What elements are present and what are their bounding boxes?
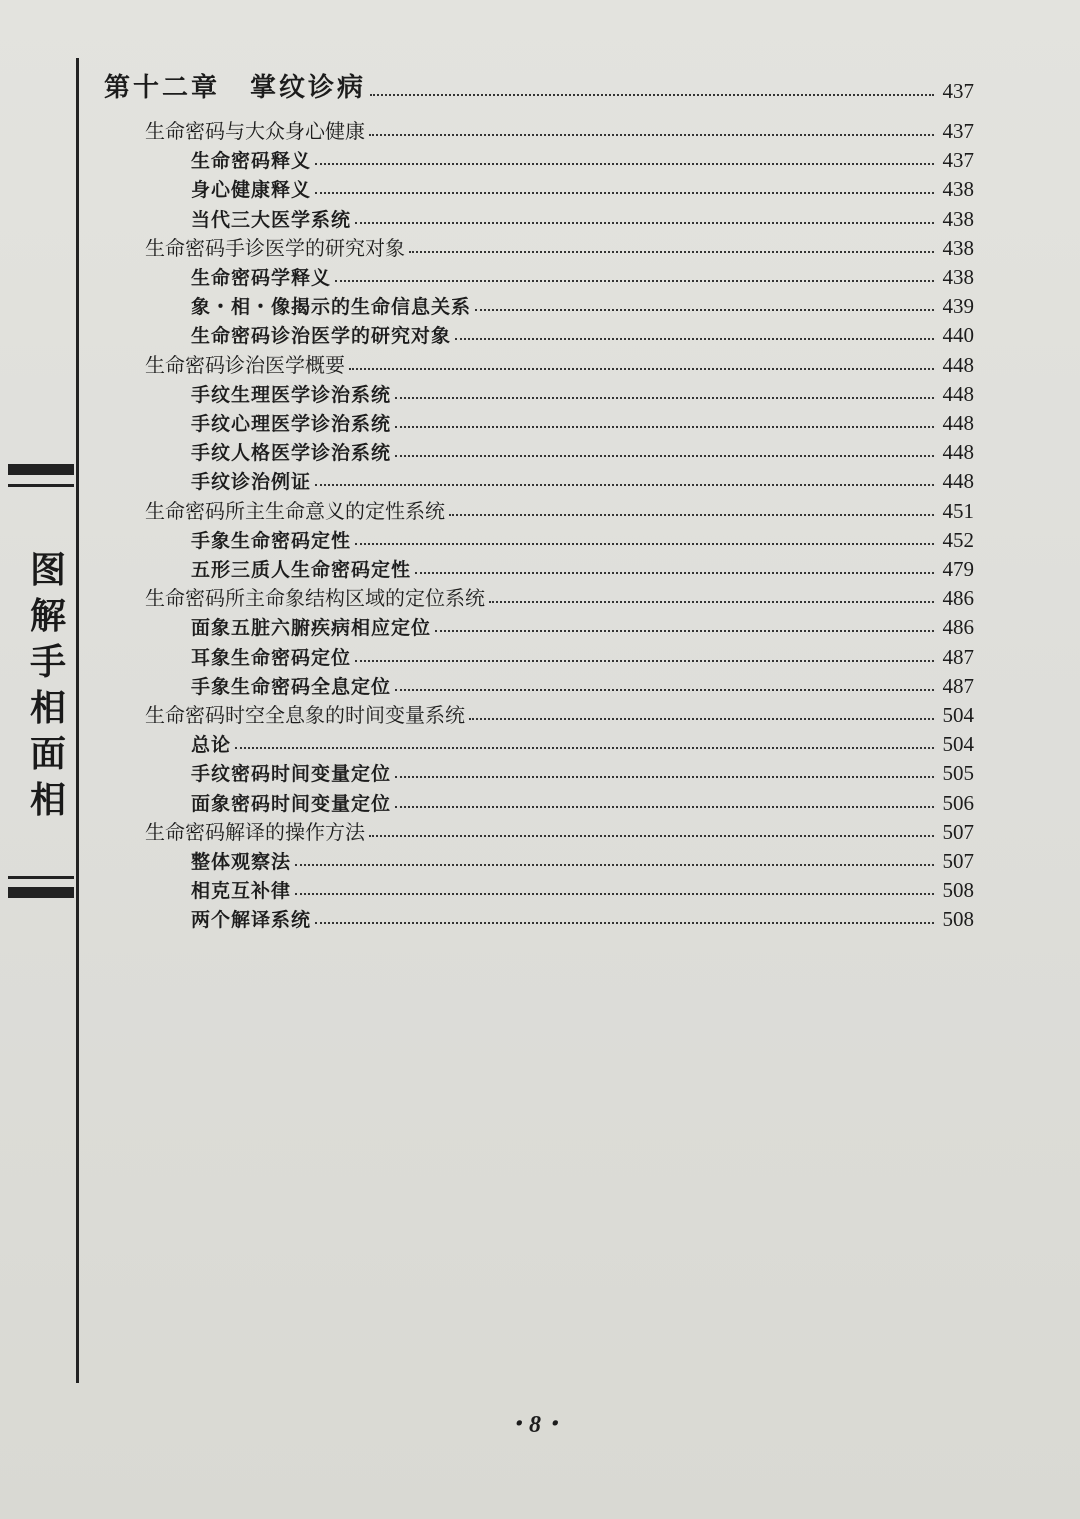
- leader-dots: [395, 426, 934, 428]
- leader-dots: [449, 514, 934, 516]
- page-number: 508: [942, 878, 974, 902]
- leader-dots: [395, 776, 934, 778]
- toc-subsection[interactable]: [191, 669, 974, 699]
- toc-section[interactable]: [145, 231, 974, 261]
- page-number: 452: [942, 528, 974, 552]
- leader-dots: [355, 543, 934, 545]
- leader-dots: [395, 455, 934, 457]
- page-number: 486: [942, 586, 974, 610]
- entry-title: 生命密码所主生命意义的定性系统: [145, 499, 445, 523]
- leader-dots: [370, 94, 934, 96]
- entry-title: 手纹生理医学诊治系统: [191, 384, 392, 406]
- entry-title: 手纹诊治例证: [191, 471, 312, 493]
- entry-title: 生命密码诊治医学概要: [145, 353, 345, 377]
- leader-dots: [335, 280, 934, 282]
- entry-title: 手纹密码时间变量定位: [191, 763, 392, 785]
- page-number: 448: [942, 440, 974, 464]
- entry-title: 身心健康释义: [191, 179, 312, 201]
- toc-subsection[interactable]: [191, 435, 974, 465]
- toc-subsection[interactable]: [191, 523, 974, 553]
- toc-subsection[interactable]: [191, 464, 974, 494]
- entry-title: 生命密码与大众身心健康: [145, 119, 365, 143]
- entry-title: 生命密码解译的操作方法: [145, 820, 365, 844]
- leader-dots: [435, 630, 934, 632]
- page-number: 507: [942, 849, 974, 873]
- entry-title: 面象五脏六腑疾病相应定位: [191, 617, 432, 639]
- entry-title: 两个解译系统: [191, 909, 312, 931]
- toc-subsection[interactable]: [191, 143, 974, 173]
- spine-char: 相: [29, 688, 66, 729]
- leader-dots: [469, 718, 934, 720]
- page-number: 451: [942, 499, 974, 523]
- entry-title: 整体观察法: [191, 851, 292, 873]
- toc-subsection[interactable]: [191, 727, 974, 757]
- page-number: 438: [942, 177, 974, 201]
- leader-dots: [349, 368, 934, 370]
- page-number: 448: [942, 382, 974, 406]
- page-number: 448: [942, 469, 974, 493]
- page-number: 487: [942, 674, 974, 698]
- margin-tick-bottom-thin: [8, 876, 74, 879]
- page-number: 448: [942, 353, 974, 377]
- toc-section[interactable]: [145, 494, 974, 524]
- page-number: 508: [942, 907, 974, 931]
- entry-title: 手象生命密码全息定位: [191, 676, 392, 698]
- leader-dots: [315, 484, 934, 486]
- page-folio: ・8・: [505, 1412, 565, 1438]
- chapter-number: 第十二章: [104, 73, 221, 103]
- page-number: 507: [942, 820, 974, 844]
- chapter-heading: [104, 67, 366, 104]
- leader-dots: [489, 601, 934, 603]
- page-number: 440: [942, 323, 974, 347]
- entry-title: 生命密码释义: [191, 150, 312, 172]
- leader-dots: [315, 922, 934, 924]
- entry-title: 相克互补律: [191, 880, 292, 902]
- margin-rule: [76, 58, 79, 1383]
- entry-title: 手纹心理医学诊治系统: [191, 413, 392, 435]
- page-number: 506: [942, 791, 974, 815]
- toc-subsection[interactable]: [191, 289, 974, 319]
- entry-title: 生命密码手诊医学的研究对象: [145, 236, 405, 260]
- leader-dots: [415, 572, 934, 574]
- toc-subsection[interactable]: [191, 640, 974, 670]
- entry-title: 手纹人格医学诊治系统: [191, 442, 392, 464]
- toc-subsection[interactable]: [191, 202, 974, 232]
- leader-dots: [369, 134, 934, 136]
- leader-dots: [235, 747, 934, 749]
- leader-dots: [409, 251, 934, 253]
- leader-dots: [355, 222, 934, 224]
- toc-section[interactable]: [145, 348, 974, 378]
- toc-subsection[interactable]: [191, 552, 974, 582]
- page-number: 504: [942, 703, 974, 727]
- page-number: 487: [942, 645, 974, 669]
- entry-title: 当代三大医学系统: [191, 209, 352, 231]
- margin-tick-bottom-thick: [8, 887, 74, 898]
- entry-title: 象・相・像揭示的生命信息关系: [191, 296, 472, 318]
- leader-dots: [395, 689, 934, 691]
- page-number: 438: [942, 265, 974, 289]
- spine-char: 图: [29, 550, 66, 591]
- toc-section[interactable]: [145, 114, 974, 144]
- page-number: 438: [942, 236, 974, 260]
- leader-dots: [315, 192, 934, 194]
- toc-subsection[interactable]: [191, 377, 974, 407]
- margin-tick-top-thick: [8, 464, 74, 475]
- toc-section[interactable]: [145, 815, 974, 845]
- toc-subsection[interactable]: [191, 318, 974, 348]
- toc-subsection[interactable]: [191, 873, 974, 903]
- spine-char: 手: [29, 642, 66, 683]
- toc-subsection[interactable]: [191, 902, 974, 932]
- toc-subsection[interactable]: [191, 844, 974, 874]
- toc-subsection[interactable]: [191, 610, 974, 640]
- toc-subsection[interactable]: [191, 260, 974, 290]
- toc-subsection[interactable]: [191, 756, 974, 786]
- entry-title: 生命密码诊治医学的研究对象: [191, 325, 452, 347]
- spine-char: 解: [29, 596, 66, 637]
- page-number: 479: [942, 557, 974, 581]
- leader-dots: [475, 309, 934, 311]
- margin-tick-top-thin: [8, 484, 74, 487]
- toc-subsection[interactable]: [191, 786, 974, 816]
- leader-dots: [369, 835, 934, 837]
- toc-chapter[interactable]: [104, 70, 974, 104]
- page-number: 505: [942, 761, 974, 785]
- page-number: 438: [942, 207, 974, 231]
- page-number: 437: [942, 119, 974, 143]
- leader-dots: [455, 338, 934, 340]
- spine-char: 面: [29, 734, 66, 775]
- leader-dots: [395, 806, 934, 808]
- leader-dots: [355, 660, 934, 662]
- entry-title: 生命密码所主命象结构区域的定位系统: [145, 586, 485, 610]
- page-number: 504: [942, 732, 974, 756]
- entry-title: 总论: [191, 734, 232, 756]
- spine-char: 相: [29, 780, 66, 821]
- entry-title: 生命密码学释义: [191, 267, 332, 289]
- leader-dots: [295, 864, 934, 866]
- leader-dots: [395, 397, 934, 399]
- toc-subsection[interactable]: [191, 406, 974, 436]
- leader-dots: [295, 893, 934, 895]
- page-number: 448: [942, 411, 974, 435]
- page-number: 439: [942, 294, 974, 318]
- leader-dots: [315, 163, 934, 165]
- page-number: 437: [942, 79, 974, 103]
- chapter-title: 掌纹诊病: [250, 73, 367, 103]
- page-number: 437: [942, 148, 974, 172]
- spine-title: [22, 548, 74, 824]
- entry-title: 生命密码时空全息象的时间变量系统: [145, 703, 465, 727]
- entry-title: 面象密码时间变量定位: [191, 793, 392, 815]
- page-number: 486: [942, 615, 974, 639]
- toc-subsection[interactable]: [191, 172, 974, 202]
- entry-title: 手象生命密码定性: [191, 530, 352, 552]
- toc-section[interactable]: [145, 698, 974, 728]
- entry-title: 耳象生命密码定位: [191, 647, 352, 669]
- entry-title: 五形三质人生命密码定性: [191, 559, 412, 581]
- toc-section[interactable]: [145, 581, 974, 611]
